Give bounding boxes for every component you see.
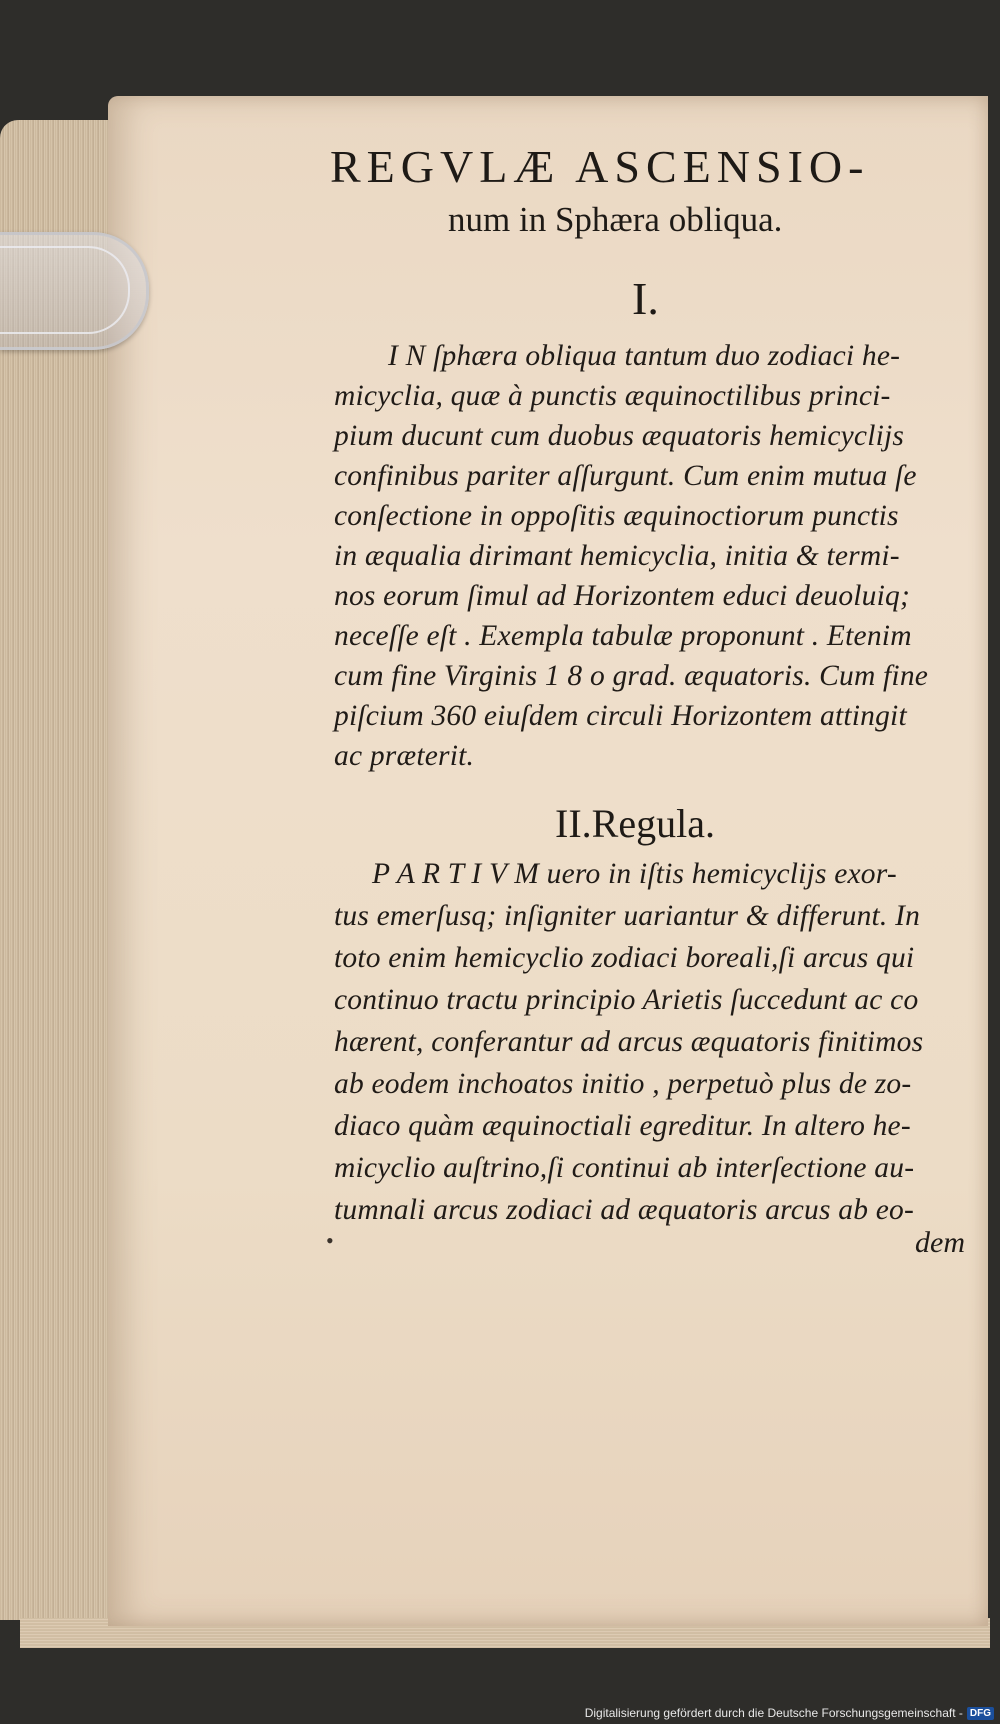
text-line: tus emerſusq; inſigniter uariantur & differunt. In bbox=[334, 900, 921, 932]
section-1-numeral: I. bbox=[632, 273, 659, 324]
text-line: confinibus pariter aſſurgunt. Cum enim mutua ſe bbox=[334, 460, 917, 492]
page-subtitle: num in Sphæra obliqua. bbox=[448, 200, 783, 239]
dfg-logo-icon: DFG bbox=[967, 1707, 994, 1720]
page-title: REGVLÆ ASCENSIO- bbox=[330, 141, 870, 192]
text-line: ac præterit. bbox=[334, 740, 475, 772]
text-line: micyclio auſtrino,ſi continui ab interſectione au- bbox=[334, 1152, 915, 1184]
text-line: cum fine Virginis 1 8 o grad. æquatoris. Cum fine bbox=[334, 660, 929, 692]
text-line: piſcium 360 eiuſdem circuli Horizontem attingit bbox=[334, 700, 907, 732]
footer-text: Digitalisierung gefördert durch die Deutsche Forschungsgemeinschaft - bbox=[584, 1706, 963, 1720]
text-line: conſectione in oppoſitis æquinoctiorum punctis bbox=[334, 500, 899, 532]
section-2-heading: II.Regula. bbox=[555, 801, 715, 846]
text-line: continuo tractu principio Arietis ſuccedunt ac co bbox=[334, 984, 919, 1016]
text-line: diaco quàm æquinoctiali egreditur. In altero he- bbox=[334, 1110, 911, 1142]
text-line: ab eodem inchoatos initio , perpetuò plus de zo- bbox=[334, 1068, 912, 1100]
text-line: micyclia, quæ à punctis æquinoctilibus princi- bbox=[334, 380, 891, 412]
text-line: P A R T I V M uero in iſtis hemicyclijs exor- bbox=[372, 858, 897, 890]
ornament-dot: • bbox=[326, 1228, 334, 1253]
text-line: I N ſphæra obliqua tantum duo zodiaci he- bbox=[388, 340, 901, 372]
text-line: hærent, conferantur ad arcus æquatoris finitimos bbox=[334, 1026, 924, 1058]
paper-clip-inner-icon bbox=[0, 246, 130, 334]
digitization-footer bbox=[585, 1706, 994, 1720]
text-line: in æqualia dirimant hemicyclia, initia & termi- bbox=[334, 540, 900, 572]
text-line: nos eorum ſimul ad Horizontem educi deuoluiq; bbox=[334, 580, 910, 612]
text-line: tumnali arcus zodiaci ad æquatoris arcus ab eo- bbox=[334, 1194, 914, 1226]
text-line: toto enim hemicyclio zodiaci boreali,ſi arcus qui bbox=[334, 942, 915, 974]
text-line: pium ducunt cum duobus æquatoris hemicyclijs bbox=[334, 420, 905, 452]
catchword: dem bbox=[915, 1226, 965, 1259]
text-line: neceſſe eſt . Exempla tabulæ proponunt . Etenim bbox=[334, 620, 912, 652]
